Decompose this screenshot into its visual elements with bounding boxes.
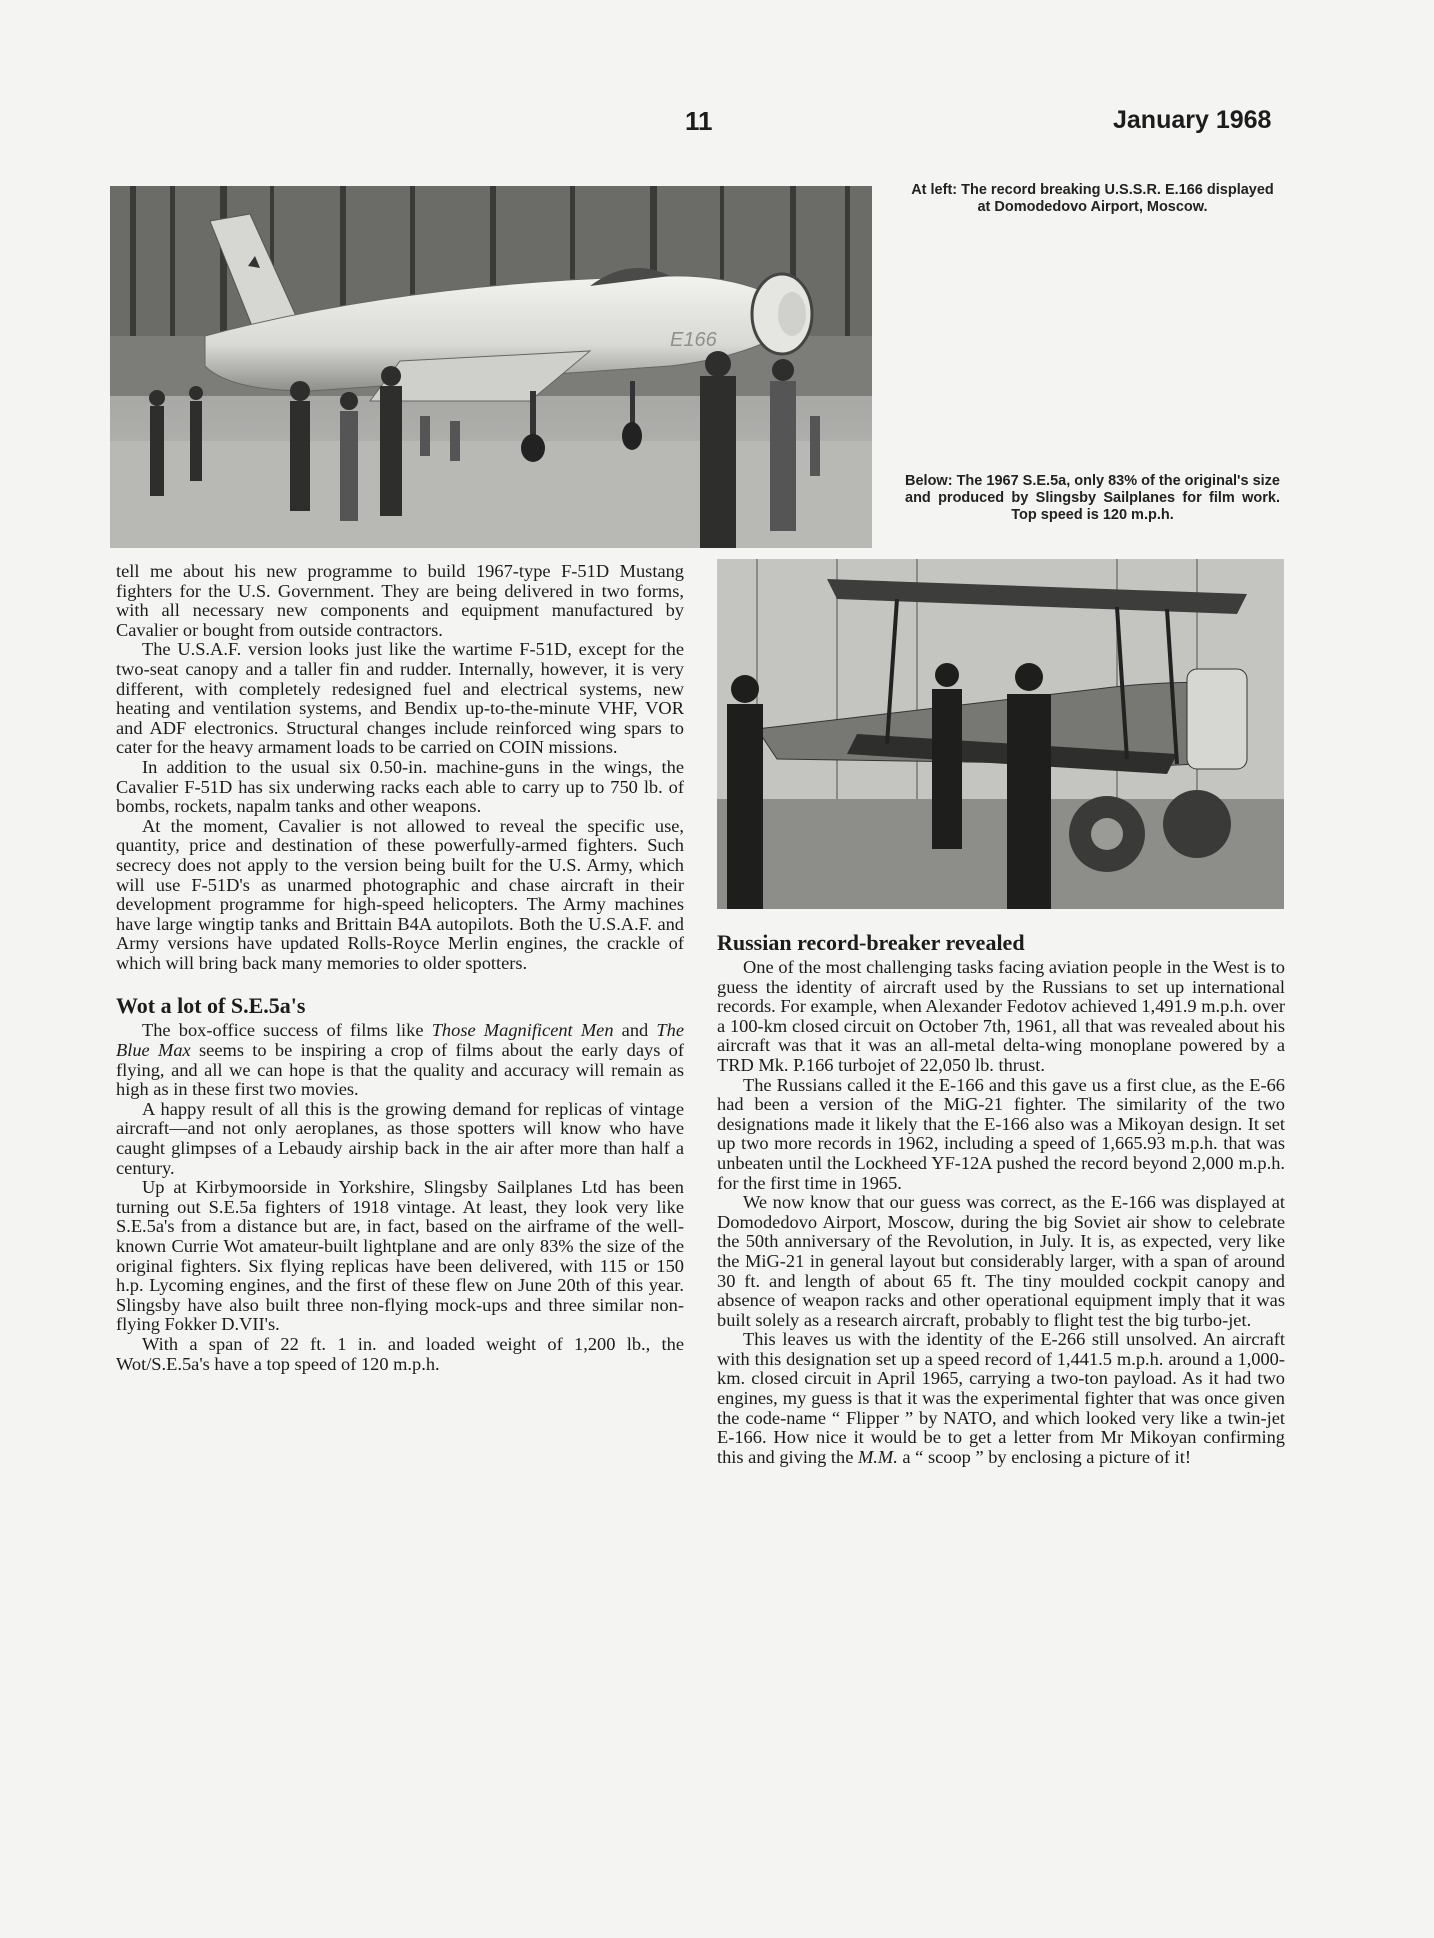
photo-se5a-biplane	[717, 559, 1284, 909]
mustang-paragraph-1: tell me about his new programme to build 1967-type F-51D Mustang fighters for the U.S. Government. They are being delivered in two forms, with all necessary new components and equipment manufactured by Cavalier or bought from outside contractors.	[116, 561, 684, 640]
se5a-paragraph-1	[116, 1021, 684, 1099]
se5a-paragraph-3: Up at Kirbymoorside in Yorkshire, Slingsby Sailplanes Ltd has been turning out S.E.5a fighters of 1918 vintage. At least, they look very like S.E.5a's from a distance but are, in fact, based on the airframe of the well-known Currie Wot amateur-built lightplane and are only 83% the size of the original fighters. Six flying replicas have been delivered, with 115 or 150 h.p. Lycoming engines, and the first of these flew on June 20th of this year. Slingsby have also built three non-flying mock-ups and three similar non-flying Fokker D.VII's.	[116, 1177, 684, 1335]
mustang-paragraph-2: The U.S.A.F. version looks just like the wartime F-51D, except for the two-seat canopy and a taller fin and rudder. Internally, however, it is very different, with completely redesigned fuel and electrical systems, new heating and ventilation systems, and Bendix up-to-the-minute VHF, VOR and ADF electronics. Structural changes include reinforced wing spars to cater for the heavy armament loads to be carried on COIN missions.	[116, 639, 684, 758]
photo-caption-top: At left: The record breaking U.S.S.R. E.166 displayed at Domodedovo Airport, Moscow.	[911, 182, 1274, 215]
section-heading-se5a: Wot a lot of S.E.5a's	[116, 993, 306, 1019]
se5a-paragraph-4: With a span of 22 ft. 1 in. and loaded weight of 1,200 lb., the Wot/S.E.5a's have a top speed of 120 m.p.h.	[116, 1333, 684, 1374]
se5a-paragraph-2: A happy result of all this is the growing demand for replicas of vintage aircraft—and not only aeroplanes, as those spotters will know who have caught glimpses of a Lebaudy airship back in the air after more than half a century.	[116, 1098, 684, 1178]
russian-paragraph-4	[717, 1330, 1285, 1467]
film-title-blue-max: The Blue Max	[116, 1020, 684, 1061]
mustang-paragraph-3: In addition to the usual six 0.50-in. machine-guns in the wings, the Cavalier F-51D has six underwing racks each able to carry up to 750 lb. of bombs, rockets, napalm tanks and other weapons.	[116, 756, 684, 817]
russian-paragraph-2: The Russians called it the E-166 and this gave us a first clue, as the E-66 had been a version of the MiG-21 fighter. The similarity of the two designations made it likely that the E-166 also was a Mikoyan design. It set up two more records in 1962, including a speed of 1,665.93 m.p.h. that was unbeaten until the Lockheed YF-12A pushed the record beyond 2,000 m.p.h. for the first time in 1965.	[717, 1074, 1285, 1193]
page-number: 11	[685, 106, 713, 136]
se5a-paragraph-1-text-a: The box-office success of films like	[142, 1020, 432, 1041]
issue-date: January 1968	[1113, 106, 1272, 134]
magazine-abbreviation: M.M.	[857, 1446, 898, 1467]
russian-paragraph-3: We now know that our guess was correct, as the E-166 was displayed at Domodedovo Airport, Moscow, during the big Soviet air show to celebrate the 50th anniversary of the Revolution, in July. It is, as expected, very like the MiG-21 in general layout but considerably larger, with a span of around 30 ft. and length of about 65 ft. The tiny moulded cockpit canopy and absence of weapon racks and other operational equipment imply that it was built solely as a research aircraft, probably to flight test the big turbo-jet.	[717, 1192, 1285, 1330]
russian-paragraph-1: One of the most challenging tasks facing aviation people in the West is to guess the identity of aircraft used by the Russians to set up international records. For example, when Alexander Fedotov achieved 1,491.9 m.p.h. over a 100-km closed circuit on October 7th, 1961, all that was revealed about his aircraft was that it was an all-metal delta-wing monoplane powered by a TRD Mk. P.166 turbojet of 22,050 lb. thrust.	[717, 957, 1285, 1075]
russian-paragraph-4-text-b: a “ scoop ” by enclosing a picture of it!	[897, 1446, 1191, 1467]
film-title-magnificent-men: Those Magnificent Men	[431, 1020, 614, 1041]
left-article-column	[116, 562, 684, 1374]
right-article-column	[717, 930, 1285, 1467]
section-heading-russian-record: Russian record-breaker revealed	[717, 930, 1025, 955]
se5a-paragraph-1-text-c: seems to be inspiring a crop of films about the early days of flying, and all we can hope is that the quality and accuracy will remain as high as in these first two movies.	[116, 1040, 684, 1100]
se5a-paragraph-1-text-b: and	[613, 1020, 657, 1041]
aircraft-marking: E166	[670, 329, 717, 351]
photo-e166-aircraft	[110, 186, 872, 548]
photo-caption-bottom: Below: The 1967 S.E.5a, only 83% of the original's size and produced by Slingsby Sailplanes for film work. Top speed is 120 m.p.h.	[905, 473, 1280, 523]
mustang-paragraph-4: At the moment, Cavalier is not allowed to reveal the specific use, quantity, price and destination of these powerfully-armed fighters. Such secrecy does not apply to the version being built for the U.S. Army, which will use F-51D's as unarmed photographic and chase aircraft in their development programme for high-speed helicopters. The Army machines have large wingtip tanks and Brittain B4A autopilots. Both the U.S.A.F. and Army versions have updated Rolls-Royce Merlin engines, the crackle of which will bring back many memories to older spotters.	[116, 815, 684, 973]
russian-paragraph-4-text-a: This leaves us with the identity of the E-266 still unsolved. An aircraft with this designation set up a speed record of 1,441.5 m.p.h. around a 1,000-km. closed circuit in April 1965, carrying a two-ton payload. As it had two engines, my guess is that it was the experimental fighter that was once given the code-name “ Flipper ” by NATO, and which looked very like a twin-jet E-166. How nice it would be to get a letter from Mr Mikoyan confirming this and giving the	[717, 1329, 1285, 1467]
